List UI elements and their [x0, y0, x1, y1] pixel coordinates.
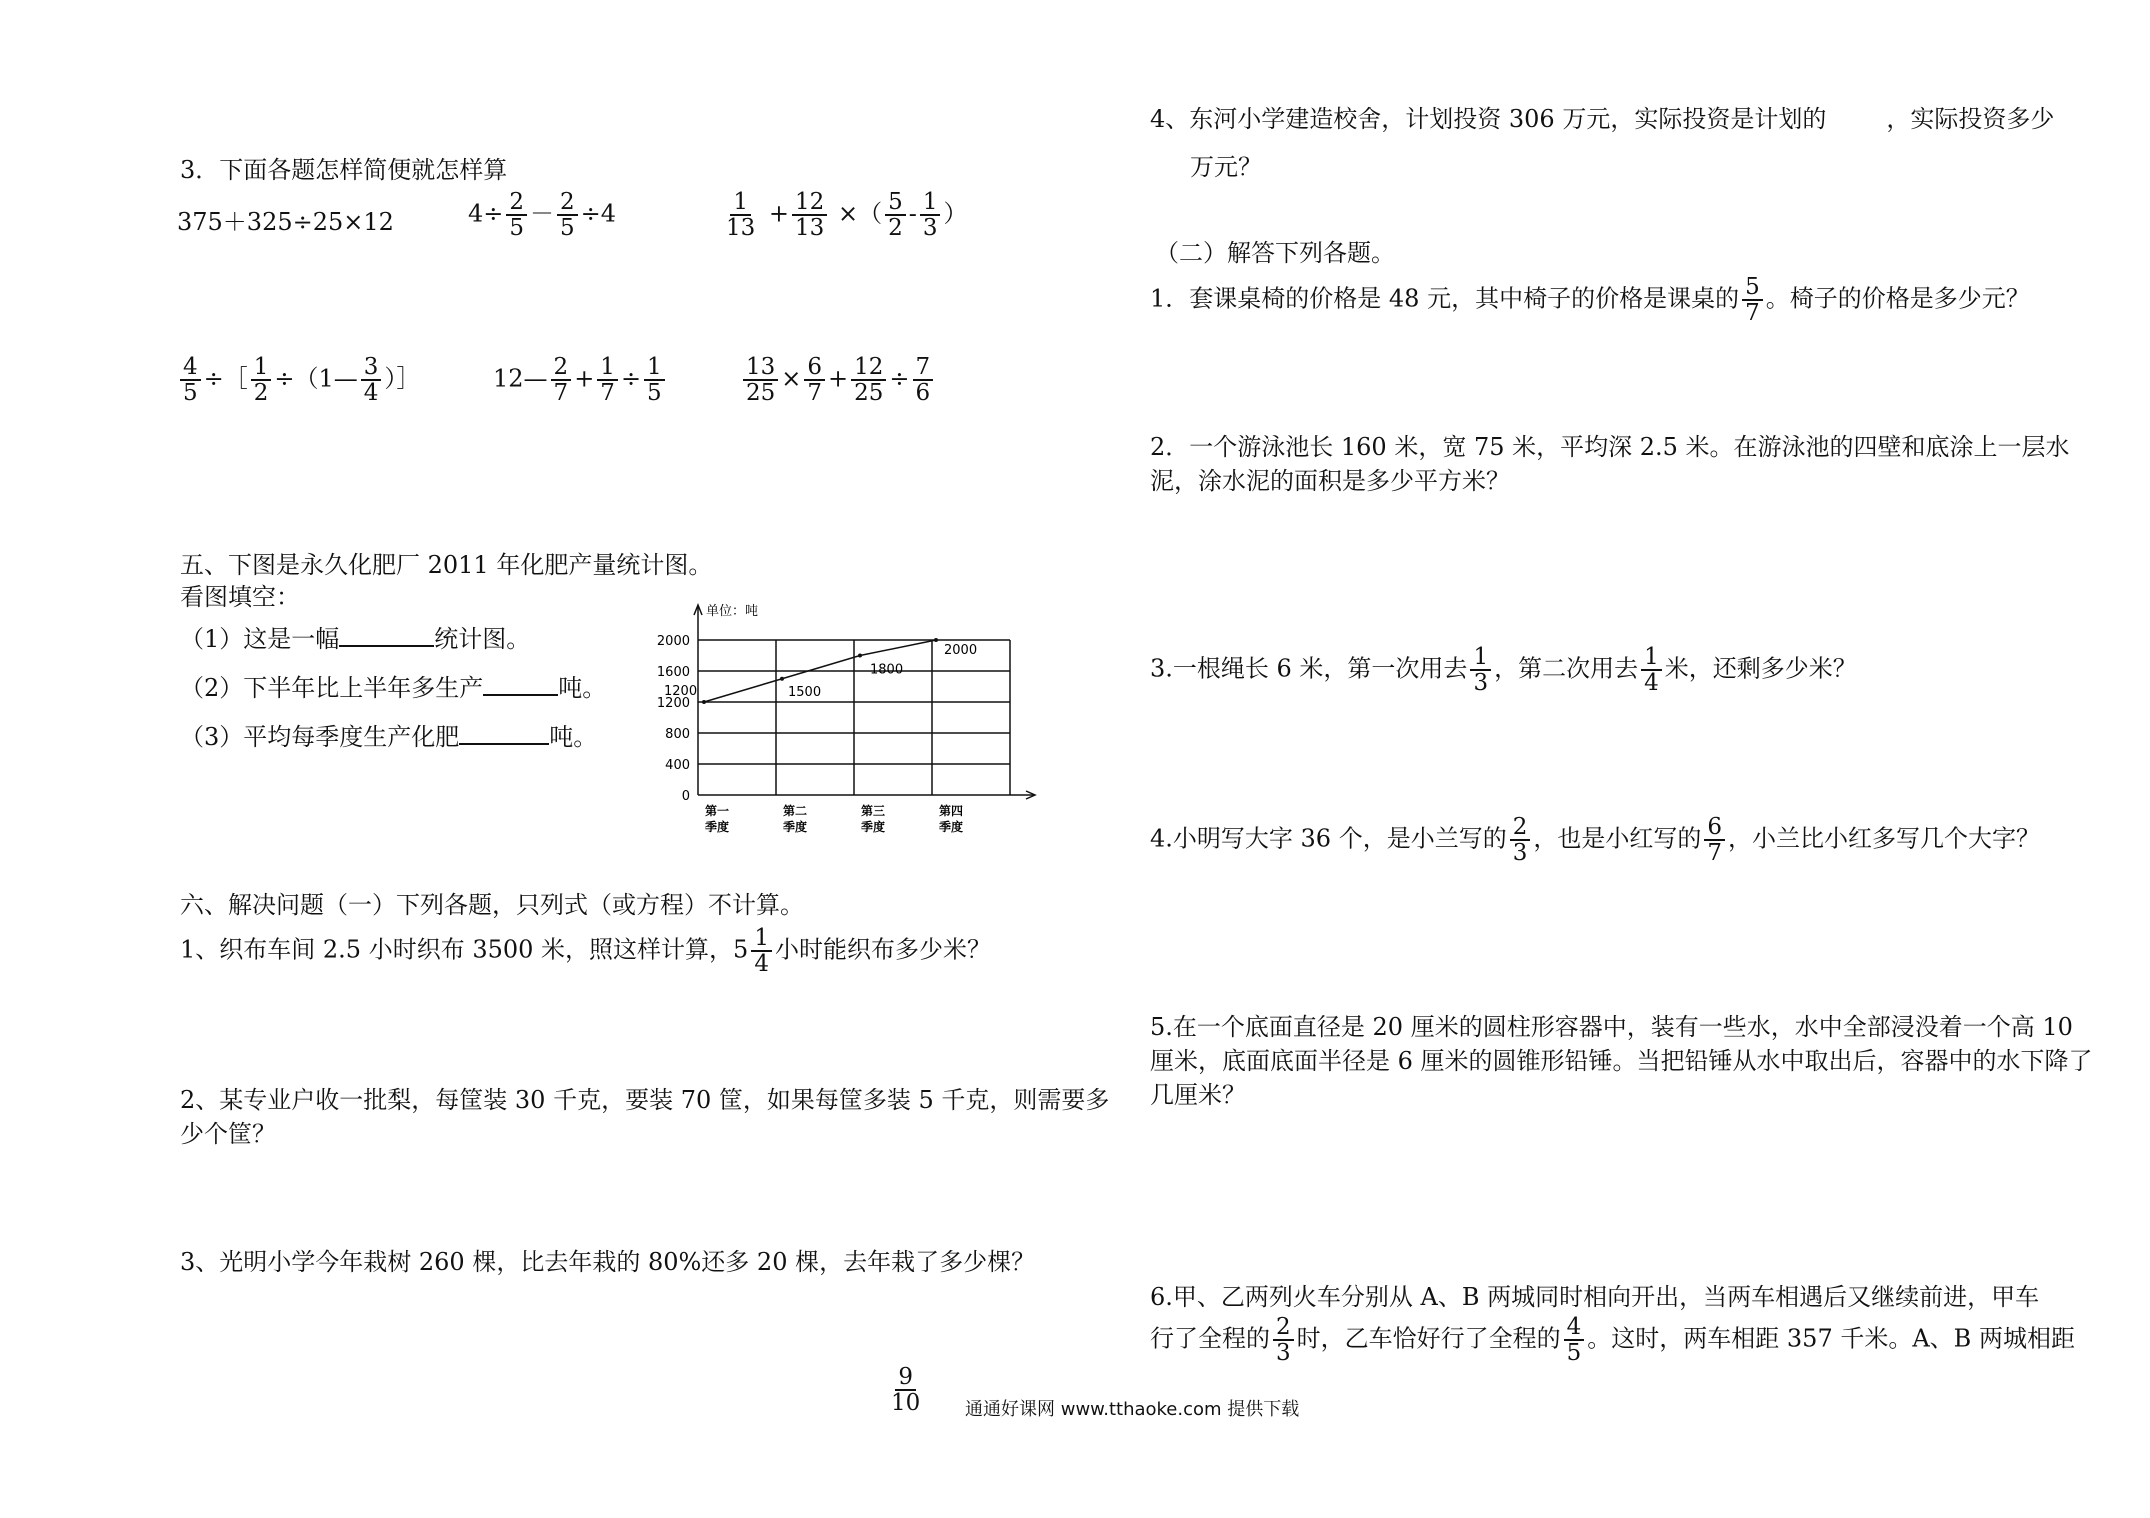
data-label: 2000 [944, 643, 978, 658]
section-5-title: 五、下图是永久化肥厂 2011 年化肥产量统计图。 [180, 551, 713, 579]
x-tick-label: 季度 [704, 820, 730, 834]
blank-1[interactable] [339, 623, 434, 647]
section-2-title: （二）解答下列各题。 [1155, 239, 1395, 267]
x-tick-label: 第三 [860, 804, 886, 818]
expr-5: 12— $\frac{2}{7}$ + $\frac{1}{7}$ ÷ $\frac{1}{5}$ [493, 355, 668, 405]
problem-4-cont: 万元？ [1190, 153, 1262, 181]
x-tick-label: 第一 [704, 804, 730, 818]
fill-q3: （3）平均每季度生产化肥 吨。 [180, 723, 598, 751]
data-point [858, 654, 862, 658]
section-5-sub: 看图填空： [180, 583, 300, 611]
right-problem-1: 1．套课桌椅的价格是 48 元，其中椅子的价格是课桌的 $\frac{5}{7}$ 。椅子的价格是多少元？ [1150, 274, 2030, 327]
y-unit-label: 单位：吨 [706, 604, 759, 619]
data-label: 1500 [788, 684, 822, 700]
blank-3[interactable] [459, 721, 549, 745]
blank-2[interactable] [483, 672, 558, 696]
q3-title: 3．下面各题怎样简便就怎样算 [180, 156, 508, 184]
data-point [934, 638, 938, 642]
footer-site: 通通好课网 www.tthaoke.com 提供下载 [965, 1399, 1300, 1420]
expr-1: 375＋325÷25×12 [177, 208, 394, 236]
right-problem-6-line1: 6.甲、乙两列火车分别从 A、B 两城同时相向开出，当两车相遇后又继续前进，甲车 [1150, 1283, 2040, 1311]
data-point [702, 700, 706, 704]
x-tick-label: 季度 [860, 820, 886, 834]
x-tick-label: 季度 [782, 820, 808, 834]
y-tick-label: 1600 [656, 665, 690, 680]
fill-q2: （2）下半年比上半年多生产 吨。 [180, 674, 607, 702]
right-problem-5: 5.在一个底面直径是 20 厘米的圆柱形容器中，装有一些水，水中全部浸没着一个高 10 厘米，底面底面半径是 6 厘米的圆锥形铅锤。当把铅锤从水中取出后，容器中的水下降了几厘米？ [1150, 1013, 2093, 1109]
problem-1: 1、织布车间 2.5 小时织布 3500 米，照这样计算，5 $\frac{1}{4}$ 小时能织布多少米？ [180, 925, 991, 978]
problem-3: 3、光明小学今年栽树 260 棵，比去年栽的 80%还多 20 棵，去年栽了多少棵？ [180, 1248, 1036, 1276]
production-line-chart [640, 595, 1060, 855]
problem-2: 2、某专业户收一批梨，每筐装 30 千克，要装 70 筐，如果每筐多装 5 千克，则需要多少个筐？ [180, 1086, 1110, 1148]
problem-4: 4、东河小学建造校舍，计划投资 306 万元，实际投资是计划的 ，实际投资多少 [1150, 105, 2055, 133]
fill-q1: （1）这是一幅 统计图。 [180, 625, 531, 653]
y-tick-label: 0 [681, 789, 690, 804]
x-tick-label: 第四 [938, 804, 964, 818]
right-problem-4: 4.小明写大字 36 个，是小兰写的 $\frac{2}{3}$ ，也是小红写的 $\frac{6}{7}$ ，小兰比小红多写几个大字？ [1150, 814, 2040, 867]
y-tick-label: 2000 [656, 634, 690, 649]
section-6-title: 六、解决问题（一）下列各题，只列式（或方程）不计算。 [180, 891, 804, 919]
y-tick-label: 1200 [656, 696, 690, 711]
right-problem-3: 3.一根绳长 6 米，第一次用去 $\frac{1}{3}$ ，第二次用去 $\frac{1}{4}$ 米，还剩多少米？ [1150, 644, 1857, 697]
y-tick-label: 800 [665, 727, 690, 742]
expr-3: $\frac{1}{13}$ + $\frac{12}{13}$ ×（ $\frac{5}{2}$ - $\frac{1}{3}$ ） [726, 189, 968, 242]
expr-2: 4÷ $\frac{2}{5}$ － $\frac{2}{5}$ ÷4 [468, 189, 617, 242]
expr-6: $\frac{13}{25}$ × $\frac{6}{7}$ + $\frac{12}{25}$ ÷ $\frac{7}{6}$ [740, 355, 936, 405]
data-label: 1200 [664, 684, 698, 699]
data-point [780, 677, 784, 681]
right-problem-6-line2: 行了全程的 $\frac{2}{3}$ 时，乙车恰好行了全程的 $\frac{4}{5}$ 。这时，两车相距 357 千米。A、B 两城相距 [1150, 1314, 2075, 1367]
expr-4: $\frac{4}{5}$ ÷［ $\frac{1}{2}$ ÷（1— $\frac{3}{4}$ ）］ [177, 355, 420, 405]
y-tick-label: 400 [665, 758, 690, 773]
x-tick-label: 第二 [782, 804, 808, 818]
data-label: 1800 [870, 662, 904, 678]
x-tick-label: 季度 [938, 820, 964, 834]
right-problem-2: 2．一个游泳池长 160 米，宽 75 米，平均深 2.5 米。在游泳池的四壁和底涂上一层水泥，涂水泥的面积是多少平方米？ [1150, 433, 2070, 495]
page-number: $\frac{9}{10}$ [891, 1364, 921, 1417]
